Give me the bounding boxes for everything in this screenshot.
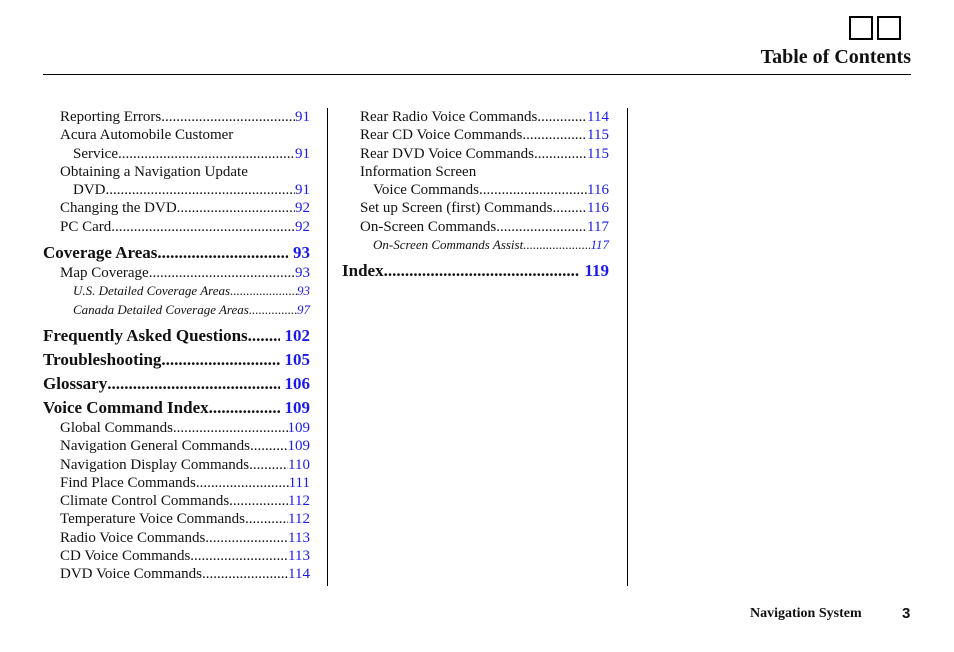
toc-entry-label: U.S. Detailed Coverage Areas [73,283,231,299]
toc-entry-label: Voice Commands [373,182,479,199]
toc-entry-info-screen-voice[interactable] [342,181,609,199]
toc-page-link[interactable]: 117 [590,237,609,253]
toc-entry-label: Set up Screen (first) Commands [360,200,553,217]
page-title: Table of Contents [760,46,911,68]
toc-entry-nav-general[interactable] [43,437,310,455]
toc-entry-label: Global Commands [60,419,173,436]
previous-page-button[interactable] [849,16,873,40]
toc-entry-label: DVD Voice Commands [60,566,202,583]
toc-entry-us-coverage[interactable] [43,282,310,300]
toc-entry-cd-voice[interactable] [43,547,310,565]
toc-page-link[interactable]: 106 [284,373,310,393]
toc-entry-label: Find Place Commands [60,474,196,491]
toc-page-link[interactable]: 111 [288,474,310,491]
toc-entry-global-commands[interactable] [43,419,310,437]
toc-entry-onscreen-assist[interactable] [342,236,609,254]
toc-entry-nav-display[interactable] [43,456,310,474]
toc-entry-onscreen[interactable] [342,218,609,236]
toc-entry-pc-card[interactable] [43,218,310,236]
toc-entry-rear-cd[interactable] [342,126,609,144]
toc-section-label: Index [342,261,384,281]
toc-entry-setup-screen[interactable] [342,199,609,217]
toc-entry-label: Rear DVD Voice Commands [360,145,535,162]
toc-page-link[interactable]: 119 [584,261,609,281]
toc-page-link[interactable]: 109 [287,438,310,455]
toc-entry-canada-coverage[interactable] [43,301,310,319]
toc-entry-changing-dvd[interactable] [43,199,310,217]
toc-entry-label: DVD [73,182,106,199]
toc-page-link[interactable]: 105 [284,349,310,369]
toc-entry-label: Rear CD Voice Commands [360,127,523,144]
toc-page-link[interactable]: 116 [587,200,609,217]
page-nav-buttons [849,16,901,40]
toc-page-link[interactable]: 117 [587,218,609,235]
toc-page-link[interactable]: 114 [587,109,609,125]
toc-entry-label: Radio Voice Commands [60,529,206,546]
toc-entry-radio-voice[interactable] [43,529,310,547]
toc-page-link[interactable]: 112 [288,511,310,528]
toc-page-link[interactable]: 115 [587,127,609,144]
toc-entry-rear-radio[interactable] [342,108,609,126]
toc-page-link[interactable]: 113 [288,548,310,565]
toc-page-link[interactable]: 109 [284,397,310,417]
toc-entry-label: Navigation General Commands [60,438,250,455]
toc-entry-line: Information Screen [360,163,477,180]
toc-entry-reporting-errors[interactable] [43,108,310,126]
toc-page-link[interactable]: 93 [297,283,310,299]
toc-entry-obtaining-update[interactable] [43,181,310,199]
toc-column-1 [43,108,310,584]
toc-page-link[interactable]: 110 [288,456,310,473]
toc-page-link[interactable]: 116 [587,182,609,199]
toc-entry-line: Acura Automobile Customer [60,127,234,144]
toc-page-link[interactable]: 93 [293,243,310,263]
toc-page-link[interactable]: 109 [287,419,310,436]
column-divider [627,108,628,586]
toc-page-link[interactable]: 92 [295,200,310,217]
footer-label: Navigation System [750,606,862,621]
toc-entry-find-place[interactable] [43,474,310,492]
toc-page-link[interactable]: 91 [295,182,310,199]
toc-section-label: Voice Command Index [43,397,209,417]
column-divider [327,108,328,586]
next-page-button[interactable] [877,16,901,40]
toc-entry-label: Reporting Errors [60,109,162,125]
toc-section-index[interactable] [342,260,609,282]
toc-entry-label: Rear Radio Voice Commands [360,109,538,125]
toc-entry-label: Climate Control Commands [60,493,230,510]
toc-page-link[interactable]: 114 [288,566,310,583]
toc-page-link[interactable]: 115 [587,145,609,162]
toc-page-link[interactable]: 91 [295,109,310,125]
toc-entry-label: Service [73,145,118,162]
toc-page-link[interactable]: 93 [295,265,310,282]
toc-entry-acura-customer-service[interactable] [43,145,310,163]
toc-section-label: Coverage Areas [43,243,158,263]
toc-page-link[interactable]: 92 [295,218,310,235]
toc-entry-label: PC Card [60,218,112,235]
toc-entry-climate-control[interactable] [43,492,310,510]
toc-page-link[interactable]: 113 [288,529,310,546]
toc-entry-rear-dvd[interactable] [342,145,609,163]
toc-page-link[interactable]: 102 [284,325,310,345]
toc-entry-label: Canada Detailed Coverage Areas [73,301,249,317]
toc-entry-map-coverage[interactable] [43,264,310,282]
toc-page-link[interactable]: 97 [297,301,310,317]
toc-column-2 [342,108,609,282]
toc-section-label: Glossary [43,373,108,393]
toc-section-troubleshooting[interactable] [43,349,310,371]
toc-entry-label: Navigation Display Commands [60,456,250,473]
toc-entry-label: On-Screen Commands Assist [373,237,524,253]
toc-section-label: Frequently Asked Questions [43,325,248,345]
toc-entry-label: On-Screen Commands [360,218,497,235]
toc-section-glossary[interactable] [43,373,310,395]
toc-entry-label: Changing the DVD [60,200,177,217]
toc-page-link[interactable]: 112 [288,493,310,510]
toc-entry-label: CD Voice Commands [60,548,191,565]
toc-section-faq[interactable] [43,325,310,347]
toc-entry-dvd-voice[interactable] [43,565,310,583]
page-number: 3 [902,605,911,622]
toc-entry-label: Temperature Voice Commands [60,511,246,528]
toc-entry-temperature[interactable] [43,510,310,528]
header-rule [43,74,911,75]
toc-entry-label: Map Coverage [60,265,149,282]
toc-section-voice-command-index[interactable] [43,397,310,419]
toc-entry-line: Obtaining a Navigation Update [60,163,248,180]
toc-page-link[interactable]: 91 [295,145,310,162]
toc-section-label: Troubleshooting [43,349,162,369]
toc-section-coverage-areas[interactable] [43,242,310,264]
